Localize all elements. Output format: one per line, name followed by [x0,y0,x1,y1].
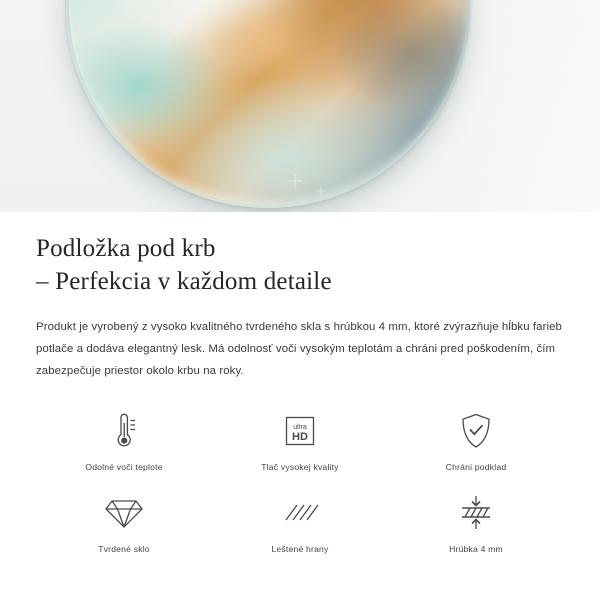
feature-item-heat-resistance [36,408,212,472]
feature-label: Hrúbka 4 mm [449,544,503,554]
feature-item-print-quality [212,408,388,472]
feature-label: Chráni podklad [445,462,507,472]
headline-line-1: Podložka pod krb [36,235,216,262]
hero-image [0,0,600,212]
feature-label: Tvrdené sklo [98,544,150,554]
glass-disc-product-image [66,0,470,208]
description-paragraph: Produkt je vyrobený z vysoko kvalitného tvrdeného skla s hrúbkou 4 mm, ktoré zvýrazňuje hĺbku farieb potlače a dodáva elegantný lesk. Má odolnosť voči vysokým teplotám a chráni pred poškodením, čím zabezpečuje priestor okolo krbu na roky. [36,321,562,377]
feature-label: Tlač vysokej kvality [261,462,339,472]
svg-text:ultra: ultra [293,424,307,431]
sparkle-icon [316,186,326,196]
ultra-hd-icon [281,408,319,454]
thermometer-icon [109,408,139,454]
feature-label: Leštené hrany [271,544,329,554]
feature-item-polished-edges [212,490,388,554]
thickness-arrows-icon [456,490,496,536]
page-title [36,212,564,298]
feature-label: Odolné voči teplote [85,462,163,472]
headline-line-2: – Perfekcia v každom detaile [36,268,332,295]
sparkle-icon [288,174,302,188]
polished-edges-icon [280,490,320,536]
feature-grid [36,408,564,554]
svg-text:HD: HD [292,431,308,443]
feature-item-surface-protection [388,408,564,472]
feature-item-thickness [388,490,564,554]
content-area [0,212,600,554]
feature-item-tempered-glass [36,490,212,554]
diamond-icon [104,490,144,536]
shield-check-icon [459,408,493,454]
